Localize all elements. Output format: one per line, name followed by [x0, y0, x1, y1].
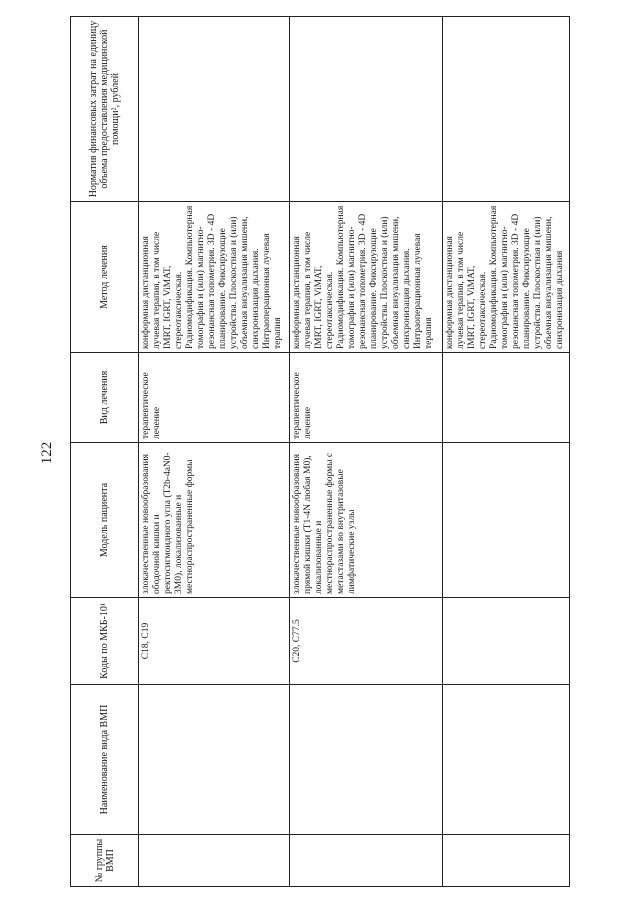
header-icd-codes: Коды по МКБ-10¹ [71, 598, 139, 685]
cell-name [290, 685, 442, 835]
cell-method: конформная дистанционная лучевая терапия, в том числе IMRT, IGRT, ViMAT, стереотаксическая. Радиомодификация. Компьютерная томография и (или) магнитно-резонансная топометрия. 3D - 4D планирование. Фиксирующие устройства. Плоскостная и (или) объемная визуализация мишени, синхронизация дыхания [442, 202, 569, 353]
header-cost-norm: Норматив финансовых затрат на единицу объема предоставления медицинской помощи², рублей [71, 17, 139, 202]
cell-norm [290, 17, 442, 202]
cell-treatment: терапевтическое лечение [139, 353, 290, 443]
header-vmp-name: Наименование вида ВМП [71, 685, 139, 835]
header-group-number: № группы ВМП [71, 835, 139, 887]
table-row [442, 17, 569, 887]
header-treatment-method: Метод лечения [71, 202, 139, 353]
header-patient-model: Модель пациента [71, 443, 139, 598]
cell-treatment [442, 353, 569, 443]
cell-model [442, 443, 569, 598]
table-header-row [71, 17, 139, 887]
cell-treatment: терапевтическое лечение [290, 353, 442, 443]
cell-model: злокачественные новообразования прямой кишки (T1-4N любая M0), локализованные и местнораспространенные формы с метастазами во внутритазовые лимфатические узлы [290, 443, 442, 598]
header-treatment-type: Вид лечения [71, 353, 139, 443]
cell-name [139, 685, 290, 835]
cell-codes: C18, C19 [139, 598, 290, 685]
cell-group [290, 835, 442, 887]
cell-method: конформная дистанционная лучевая терапия, в том числе IMRT, IGRT, ViMAT, стереотаксическая. Радиомодификация. Компьютерная томография и (или) магнитно-резонансная топометрия. 3D - 4D планирование. Фиксирующие устройства. Плоскостная и (или) объемная визуализация мишени, синхронизация дыхания. Интраоперационная лучевая терапия [139, 202, 290, 353]
rotated-table-container [70, 17, 570, 887]
vmp-table [70, 16, 570, 887]
table-row [139, 17, 290, 887]
cell-codes: C20, C77.5 [290, 598, 442, 685]
cell-method: конформная дистанционная лучевая терапия, в том числе IMRT, IGRT, ViMAT, стереотаксическая. Радиомодификация. Компьютерная томография и (или) магнитно-резонансная топометрия. 3D - 4D планирование. Фиксирующие устройства. Плоскостная и (или) объемная визуализация мишени, синхронизация дыхания. Интраоперационная лучевая терапия [290, 202, 442, 353]
cell-group [139, 835, 290, 887]
cell-model: злокачественные новообразования ободочной кишки и ректосигмоидного угла (T2b-4aN0-3M0), локализованные и местнораспространенные формы [139, 443, 290, 598]
page-number: 122 [39, 441, 55, 465]
cell-name [442, 685, 569, 835]
cell-group [442, 835, 569, 887]
cell-norm [139, 17, 290, 202]
cell-norm [442, 17, 569, 202]
cell-codes [442, 598, 569, 685]
table-row [290, 17, 442, 887]
